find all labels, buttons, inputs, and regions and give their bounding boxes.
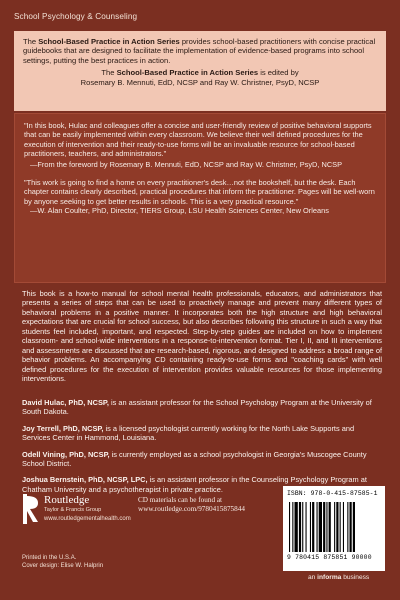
barcode-number: 9 780415 875851 (287, 554, 348, 561)
review-quote: "In this book, Hulac and colleagues offer a concise and user-friendly review of positive behavioral supports that can be easily implemented within every classroom. We believe their well defined procedures for the execution of intervention and their ready-to-use forms will be an invaluable resource for school-based practitioners, teachers, and administrators." (24, 121, 372, 159)
author-bio-text: is a licensed psychologist currently working for the North Lake Supports and Services Center in Hammond, Louisiana. (22, 423, 355, 443)
series-editors: Rosemary B. Mennuti, EdD, NCSP and Ray W. Christner, PsyD, NCSP (80, 77, 320, 87)
author-bio (22, 398, 382, 417)
barcode-addon: 90000 (351, 554, 372, 561)
publisher-url: www.routledgementalhealth.com (44, 516, 131, 522)
series-the: The (23, 37, 39, 46)
series-intro (23, 37, 377, 65)
series-name: School-Based Practice in Action Series (38, 37, 180, 46)
cd-line-1: CD materials can be found at (138, 496, 223, 504)
author-bio-text: is currently employed as a school psychologist in Georgia's Muscogee County School District. (22, 449, 367, 469)
author-bio-text: is an assistant professor in the Counseling Psychology Program at Chatham University and a psychotherapist in private practice. (22, 475, 367, 494)
barcode-digits (287, 554, 372, 561)
author-name: Joshua Bernstein, PhD, NCSP, LPC, (22, 475, 148, 485)
author-bio (22, 450, 382, 469)
author-name: Odell Vining, PhD, NCSP, (22, 449, 110, 459)
series-intro-text: provides school-based practitioners with concise practical guidebooks that are designed to facilitate the implementation of evidence-based programs into school settings, putting the best practices in action. (23, 37, 376, 65)
informa-suffix: business (341, 574, 370, 581)
printed-in: Printed in the U.S.A. (22, 555, 77, 561)
review-quote: "This work is going to find a home on every practitioner's desk…not the bookshelf, but the desk. Each chapter contains clearly described, practical procedures that inform the practitioner. Pages will be well-worn by anyone seeking to get better results in schools. This is a very practical resource." (24, 178, 375, 206)
informa-prefix: an (308, 574, 318, 581)
cover-design: Cover design: Elise W. Halprin (22, 563, 104, 570)
cd-line-2: www.routledge.com/9780415875844 (138, 505, 245, 513)
author-name: Joy Terrell, PhD, NCSP, (22, 423, 104, 433)
routledge-logo-icon (22, 494, 40, 524)
author-bio (22, 424, 382, 443)
barcode-icon (289, 502, 379, 552)
reviews-box (14, 113, 386, 283)
series-info-box (14, 31, 386, 111)
category-label: School Psychology & Counseling (14, 12, 138, 21)
review-attribution: —W. Alan Coulter, PhD, Director, TIERS Group, LSU Health Sciences Center, New Orleans (30, 206, 329, 216)
publisher-logo (22, 494, 132, 526)
review-attribution: —From the foreword by Rosemary B. Mennuti, EdD, NCSP and Ray W. Christner, PsyD, NCSP (30, 159, 343, 169)
informa-tagline (308, 574, 369, 581)
author-bio-text: is an assistant professor for the School Psychology Program at the University of South Dakota. (22, 398, 372, 417)
cd-materials-info (138, 496, 273, 514)
author-name: David Hulac, PhD, NCSP, (22, 398, 109, 407)
series-editors-block (23, 68, 377, 87)
edited-series-name: School-Based Practice in Action Series (116, 68, 259, 78)
informa-brand: informa (317, 574, 342, 581)
publisher-group: Taylor & Francis Group (44, 507, 102, 513)
print-credits (22, 554, 103, 570)
book-description: This book is a how-to manual for school mental health professionals, educators, and administrators that presents a series of steps that can be used to proactively manage and prevent many different types of behavioral problems in a positive manner. It incorporates both the high structure and high behavioral expectations that are crucial for school success, but also describes following this structure in such a way that students feel included, important, and respected. Step-by-step guides are included on how to implement classroom- and school-wide interventions in a response-to-intervention format. Tier I, II, and III interventions and assessments are discussed that are research-based, rigorous, and designed to address a broad range of behavior problems. An accompanying CD containing ready-to-use forms and "coaching cards" with well defined procedures for the execution of intervention provides valuable resources for those implementing interventions. (22, 289, 382, 384)
edited-suffix: is edited by (258, 68, 299, 78)
barcode-panel (283, 486, 385, 571)
publisher-name: Routledge (44, 494, 90, 506)
isbn-label: ISBN: 978-0-415-87585-1 (287, 490, 378, 497)
edited-prefix: The (101, 68, 117, 78)
